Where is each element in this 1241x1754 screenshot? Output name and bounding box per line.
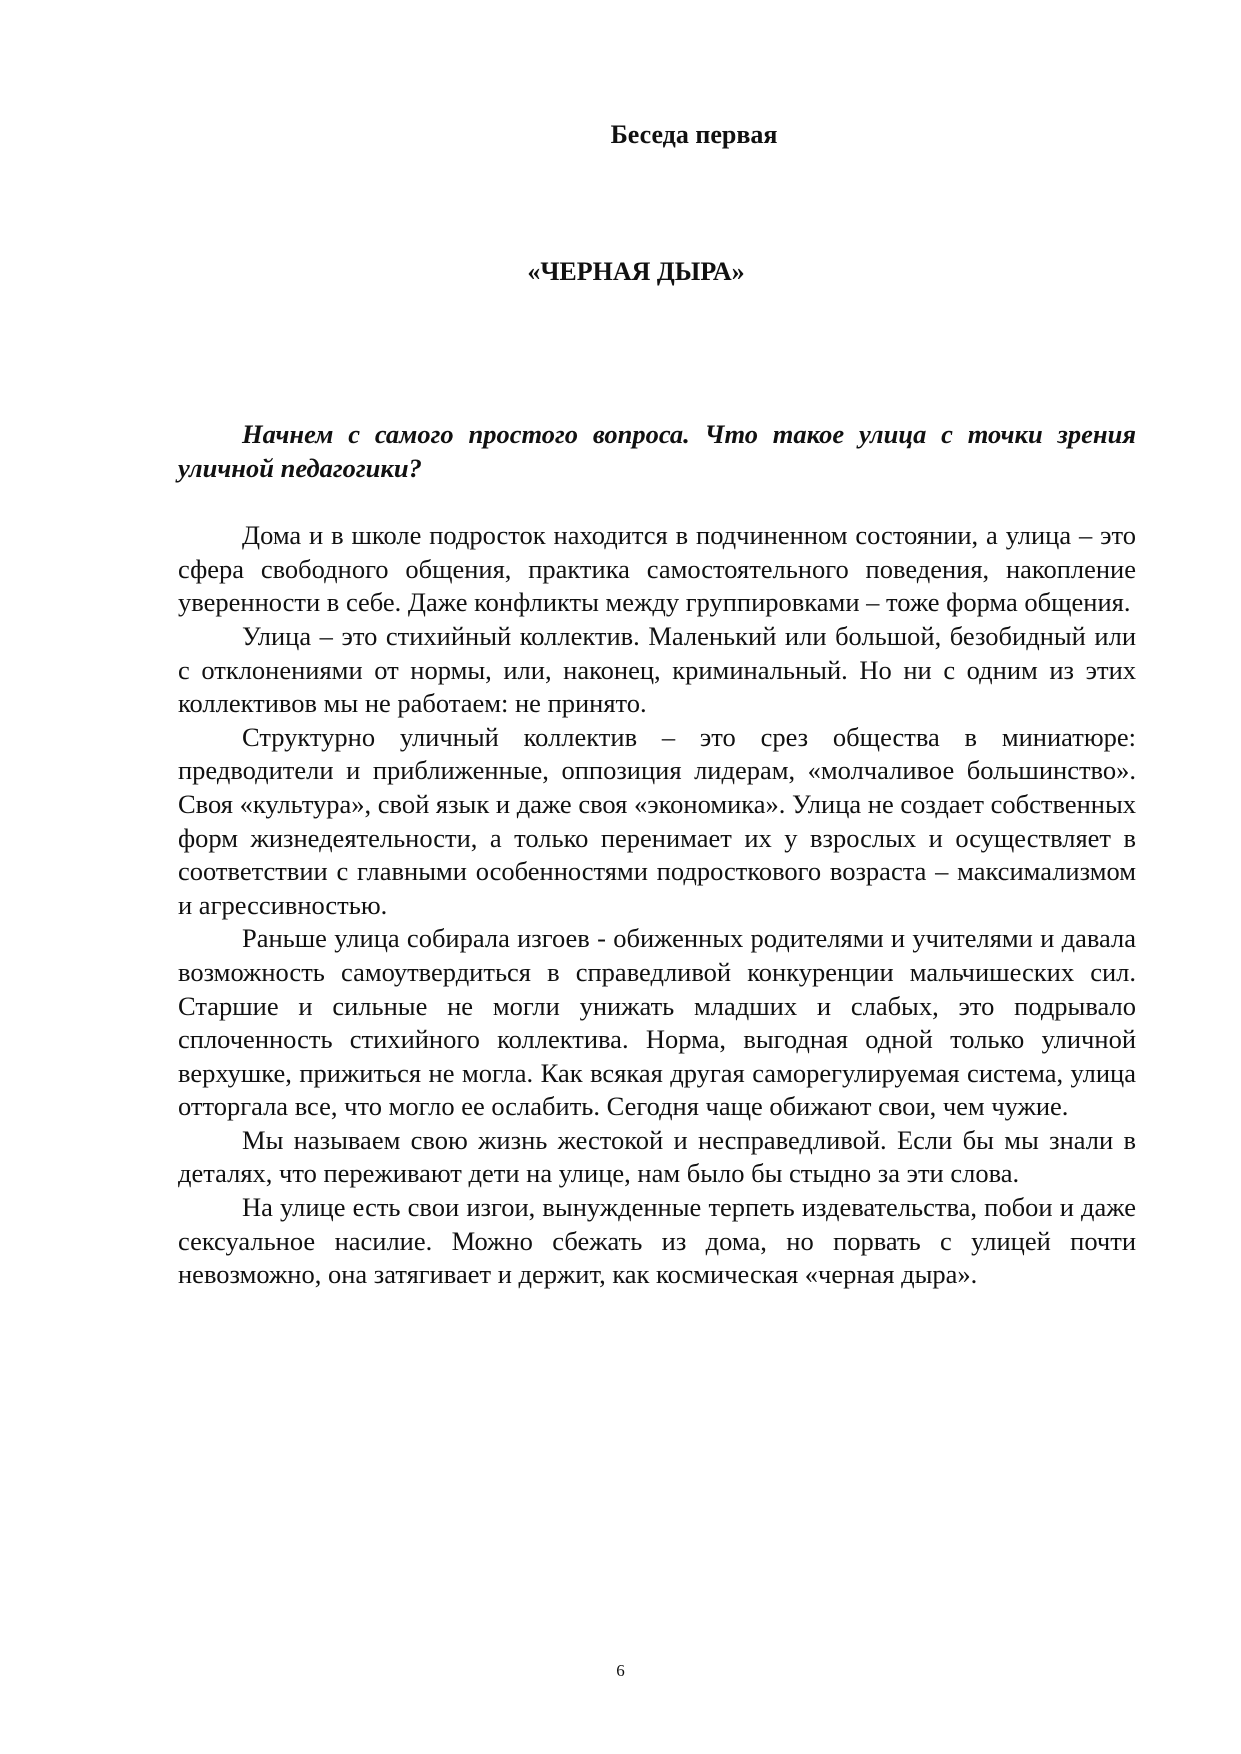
- page-number: 6: [616, 1661, 625, 1680]
- body-paragraph: Структурно уличный коллектив – это срез общества в миниатюре: предводители и приближенные, оппозиция лидерам, «молчаливое большинство». Своя «культура», свой язык и даже своя «экономика». Улица не создает собственных форм жизнедеятельности, а только перенимает их у взрослых и осуществляет в соответствии с главными особенностями подросткового возраста – максимализмом и агрессивностью.: [178, 721, 1136, 920]
- body-paragraph: На улице есть свои изгои, вынужденные терпеть издевательства, побои и даже сексуальное насилие. Можно сбежать из дома, но порвать с улицей почти невозможно, она затягивает и держит, как космическая «черная дыра».: [178, 1192, 1136, 1290]
- chapter-title: «ЧЕРНАЯ ДЫРА»: [527, 257, 745, 286]
- body-paragraph: Улица – это стихийный коллектив. Маленький или большой, безобидный или с отклонениями от нормы, или, наконец, криминальный. Но ни с одним из этих коллективов мы не работаем: не принято.: [178, 620, 1136, 719]
- body-paragraph: Мы называем свою жизнь жестокой и несправедливой. Если бы мы знали в деталях, что переживают дети на улице, нам было бы стыдно за эти слова.: [178, 1124, 1136, 1189]
- document-body: [178, 418, 1136, 1292]
- body-paragraph: Раньше улица собирала изгоев - обиженных родителями и учителями и давала возможность самоутвердиться в справедливой конкуренции мальчишеских сил. Старшие и сильные не могли унижать младших и слабых, это подрывало сплоченность стихийного коллектива. Норма, выгодная одной только уличной верхушке, прижиться не могла. Как всякая другая саморегулируемая система, улица отторгала все, что могло ее ослабить. Сегодня чаще обижают свои, чем чужие.: [178, 923, 1136, 1122]
- question-paragraph: Начнем с самого простого вопроса. Что такое улица с точки зрения уличной педагогики?: [178, 419, 1136, 483]
- body-paragraph: Дома и в школе подросток находится в подчиненном состоянии, а улица – это сфера свободного общения, практика самостоятельного поведения, накопление уверенности в себе. Даже конфликты между группировками – тоже форма общения.: [178, 520, 1136, 618]
- section-heading: Беседа первая: [610, 120, 778, 149]
